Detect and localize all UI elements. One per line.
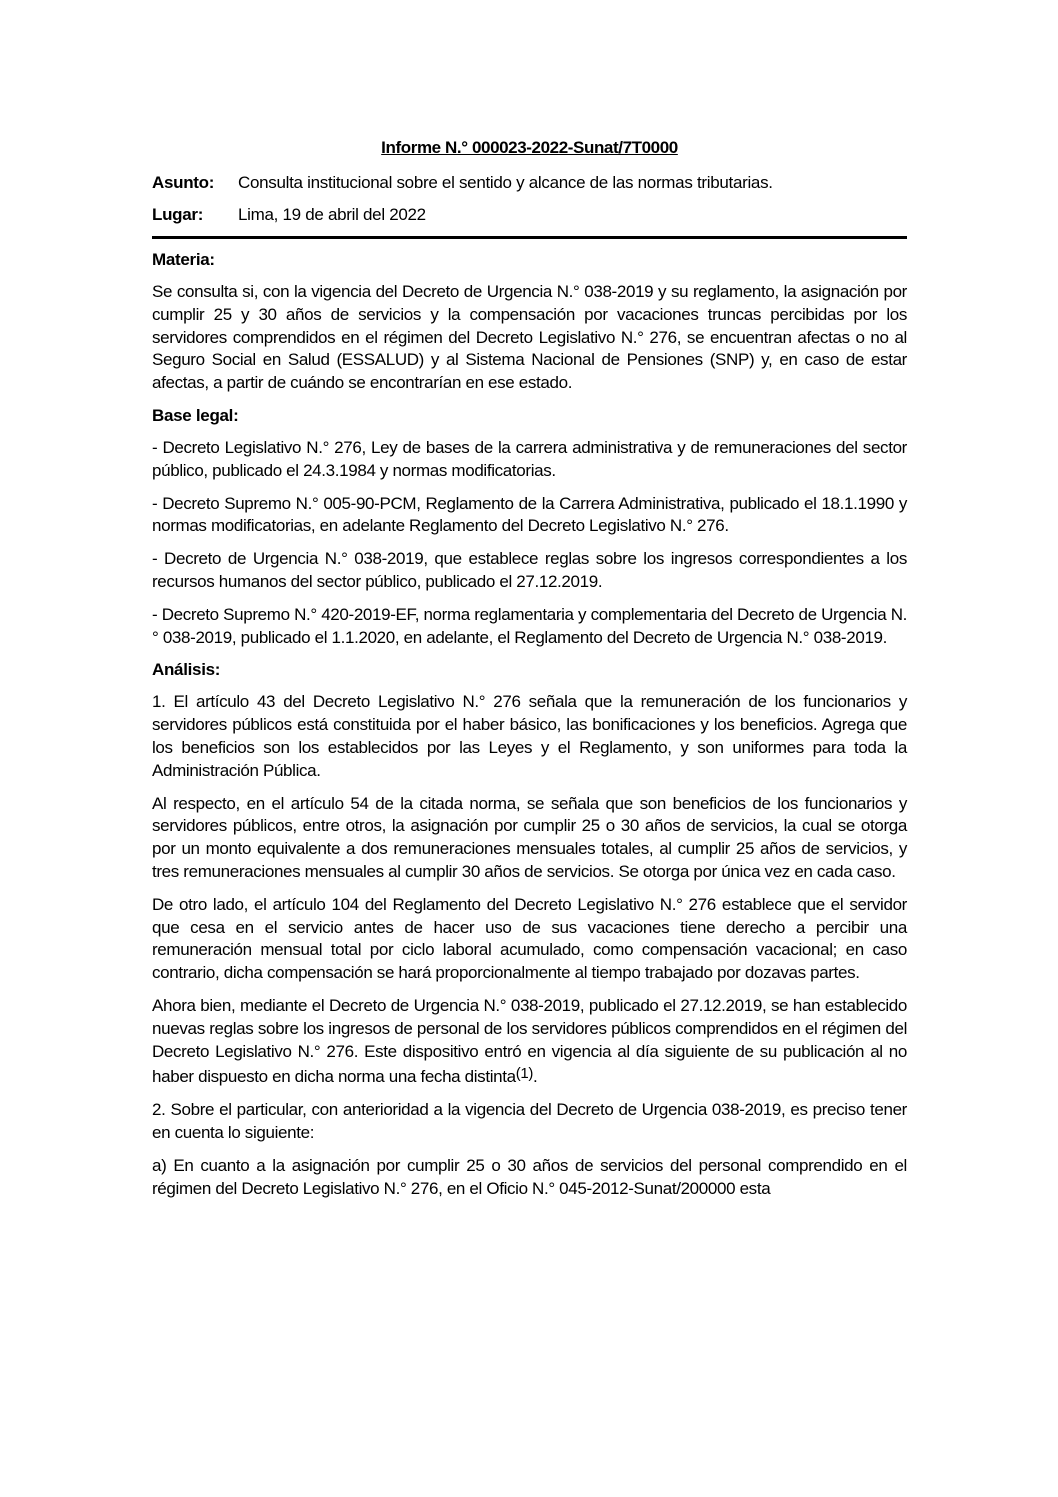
lugar-value: Lima, 19 de abril del 2022 <box>238 205 426 224</box>
base-legal-heading: Base legal: <box>152 405 239 425</box>
base-legal-item: - Decreto Supremo N.° 420-2019-EF, norma reglamentaria y complementaria del Decreto de Urgencia N.° 038-2019, publicado el 1.1.2020, en adelante, el Reglamento del Decreto de Urgencia N.° 038-2019. <box>152 604 907 647</box>
lugar-label: Lugar: <box>152 205 204 224</box>
document-body <box>152 138 907 1210</box>
base-legal-item: - Decreto Legislativo N.° 276, Ley de bases de la carrera administrativa y de remuneraciones del sector público, publicado el 24.3.1984 y normas modificatorias. <box>152 437 907 480</box>
analisis-paragraph: Al respecto, en el artículo 54 de la citada norma, se señala que son beneficios de los funcionarios y servidores públicos, entre otros, la asignación por cumplir 25 o 30 años de servicios, la cual se otorga por un monto equivalente a dos remuneraciones mensuales totales, al cumplir 25 años de servicios, y tres remuneraciones mensuales al cumplir 30 años de servicios. Se otorga por única vez en cada caso. <box>152 793 907 881</box>
base-legal-item: - Decreto Supremo N.° 005-90-PCM, Reglamento de la Carrera Administrativa, publicado el 18.1.1990 y normas modificatorias, en adelante Reglamento del Decreto Legislativo N.° 276. <box>152 493 907 536</box>
analisis-paragraph <box>152 995 907 1089</box>
analisis-paragraph: 1. El artículo 43 del Decreto Legislativo N.° 276 señala que la remuneración de los funcionarios y servidores públicos está constituida por el haber básico, las bonificaciones y los beneficios. Agrega que los beneficios son los establecidos por las Leyes y el Reglamento, y son uniformes para toda la Administración Pública. <box>152 692 907 780</box>
paragraph-text: Ahora bien, mediante el Decreto de Urgencia N.° 038-2019, publicado el 27.12.2019, se han establecido nuevas reglas sobre los ingresos de personal de los servidores públicos comprendidos en el régimen del Decreto Legislativo N.° 276. Este dispositivo entró en vigencia al día siguiente de su publicación al no haber dispuesto en dicha norma una fecha distinta <box>152 995 907 1087</box>
asunto-row <box>152 172 907 194</box>
asunto-label: Asunto: <box>152 173 215 192</box>
asunto-value: Consulta institucional sobre el sentido y alcance de las normas tributarias. <box>238 173 773 192</box>
header-divider <box>152 236 907 239</box>
base-legal-item: - Decreto de Urgencia N.° 038-2019, que establece reglas sobre los ingresos correspondientes a los recursos humanos del sector público, publicado el 27.12.2019. <box>152 549 907 591</box>
paragraph-end: . <box>533 1067 538 1087</box>
analisis-heading: Análisis: <box>152 660 221 680</box>
analisis-paragraph: De otro lado, el artículo 104 del Reglamento del Decreto Legislativo N.° 276 establece que el servidor que cesa en el servicio antes de hacer uso de sus vacaciones tiene derecho a percibir una remuneración mensual total por ciclo laboral acumulado, como compensación vacacional; en caso contrario, dicha compensación se hará proporcionalmente al tiempo trabajado por dozavas partes. <box>152 894 907 983</box>
materia-text: Se consulta si, con la vigencia del Decreto de Urgencia N.° 038-2019 y su reglamento, la asignación por cumplir 25 y 30 años de servicios y la compensación por vacaciones truncas percibidas por los servidores comprendidos en el régimen del Decreto Legislativo N.° 276, se encuentran afectas o no al Seguro Social en Salud (ESSALUD) y al Sistema Nacional de Pensiones (SNP) y, en caso de estar afectas, a partir de cuándo se encontrarían en ese estado. <box>152 282 907 393</box>
analisis-paragraph: a) En cuanto a la asignación por cumplir 25 o 30 años de servicios del personal comprendido en el régimen del Decreto Legislativo N.° 276, en el Oficio N.° 045-2012-Sunat/200000 esta <box>152 1155 907 1198</box>
analisis-paragraph: 2. Sobre el particular, con anterioridad a la vigencia del Decreto de Urgencia 038-2019, es preciso tener en cuenta lo siguiente: <box>152 1100 907 1142</box>
report-title: Informe N.° 000023-2022-Sunat/7T0000 <box>381 138 678 157</box>
lugar-row <box>152 204 907 226</box>
materia-heading: Materia: <box>152 250 215 269</box>
footnote-marker[interactable]: (1) <box>515 1065 534 1083</box>
